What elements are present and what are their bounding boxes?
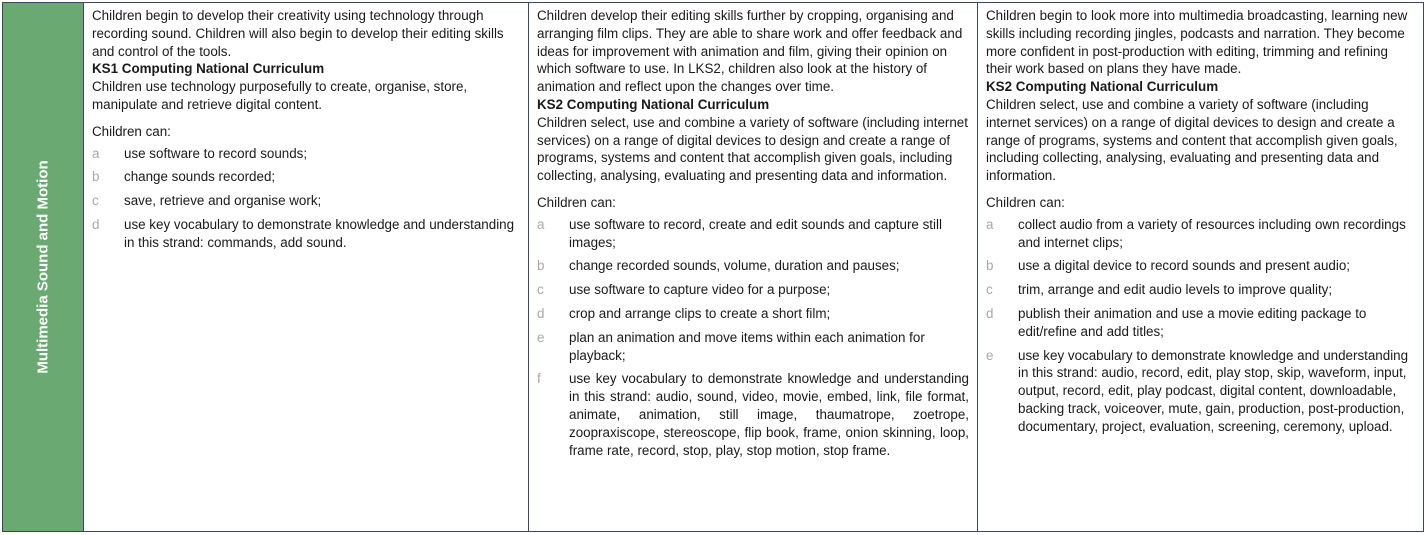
item-letter: a: [537, 216, 545, 232]
item-text: collect audio from a variety of resources including own recordings and internet clips;: [1018, 216, 1406, 250]
stage-column-3: [978, 3, 1423, 531]
children-can-label: Children can:: [537, 194, 616, 210]
item-text: publish their animation and use a movie editing package to edit/refine and add titles;: [1018, 305, 1367, 339]
objectives-list: [92, 145, 520, 252]
item-text: use key vocabulary to demonstrate knowledge and understanding in this strand: audio, record, edit, play stop, skip, waveform, input, output, record, edit, play podcast, digital content, downloadable, backing track, voiceover, mute, gain, production, post-production, documentary, project, evaluation, screening, ceremony, upload.: [1018, 347, 1409, 434]
list-item: [92, 216, 520, 252]
list-item: [92, 145, 520, 163]
item-text: use key vocabulary to demonstrate knowledge and understanding in this strand: audio, sound, video, movie, embed, link, file format, animate, animation, still image, thaumatrope, zoetrope, zoopraxiscope, stereoscope, flip book, frame, onion skinning, loop, frame rate, record, stop, play, stop motion, stop frame.: [569, 371, 969, 458]
item-letter: e: [986, 347, 994, 363]
item-letter: e: [537, 329, 545, 345]
objectives-list: [537, 216, 969, 460]
item-letter: c: [92, 193, 99, 209]
list-item: [537, 257, 969, 275]
children-can-label: Children can:: [986, 194, 1065, 210]
stage-column-2: [529, 3, 978, 531]
item-letter: a: [92, 145, 100, 161]
list-item: [986, 216, 1415, 252]
list-item: [537, 216, 969, 252]
item-text: save, retrieve and organise work;: [124, 193, 322, 209]
item-text: change recorded sounds, volume, duration and pauses;: [569, 258, 900, 274]
item-text: use software to record sounds;: [124, 145, 308, 161]
item-letter: b: [537, 258, 545, 274]
item-letter: d: [986, 305, 994, 321]
children-can-label: Children can:: [92, 123, 171, 139]
item-text: use software to capture video for a purpose;: [569, 282, 831, 298]
list-item: [537, 305, 969, 323]
item-text: trim, arrange and edit audio levels to improve quality;: [1018, 282, 1333, 298]
strand-cell: [3, 3, 84, 531]
item-letter: b: [986, 258, 994, 274]
strand-label: Multimedia Sound and Motion: [34, 160, 52, 374]
item-text: use software to record, create and edit sounds and capture still images;: [569, 216, 942, 250]
column-intro: Children begin to look more into multimedia broadcasting, learning new skills including recording jingles, podcasts and narration. They become more confident in post-production with editing, trimming and refining their work based on plans they have made.: [986, 8, 1408, 77]
curriculum-text: Children select, use and combine a variety of software (including internet services) on a range of digital devices to design and create a range of programs, systems and content that accomplish given goals, including collecting, analysing, evaluating and presenting data and information.: [986, 96, 1398, 184]
list-item: [92, 168, 520, 186]
list-item: [92, 192, 520, 210]
list-item: [537, 329, 969, 365]
item-text: plan an animation and move items within each animation for playback;: [569, 329, 925, 363]
item-letter: c: [537, 282, 544, 298]
list-item: [986, 305, 1415, 341]
list-item: [537, 370, 969, 459]
objectives-list: [986, 216, 1415, 436]
item-letter: a: [986, 216, 994, 232]
list-item: [537, 281, 969, 299]
stage-column-1: [84, 3, 529, 531]
item-letter: c: [986, 282, 993, 298]
item-text: crop and arrange clips to create a short film;: [569, 305, 831, 321]
curriculum-heading: KS2 Computing National Curriculum: [986, 79, 1219, 95]
curriculum-text: Children use technology purposefully to create, organise, store, manipulate and retrieve digital content.: [92, 79, 468, 112]
curriculum-heading: KS1 Computing National Curriculum: [92, 61, 325, 77]
item-letter: b: [92, 169, 100, 185]
item-text: use a digital device to record sounds and present audio;: [1018, 258, 1351, 274]
curriculum-table: [2, 2, 1424, 532]
column-intro: Children develop their editing skills further by cropping, organising and arranging film clips. They are able to share work and offer feedback and ideas for improvement with animation and film, giving their opinion on which software to use. In LKS2, children also look at the history of animation and reflect upon the changes over time.: [537, 8, 963, 95]
list-item: [986, 347, 1415, 436]
item-letter: f: [537, 371, 541, 387]
curriculum-heading: KS2 Computing National Curriculum: [537, 96, 770, 112]
item-letter: d: [537, 305, 545, 321]
list-item: [986, 257, 1415, 275]
curriculum-text: Children select, use and combine a variety of software (including internet services) on a range of digital devices to design and create a range of programs, systems and content that accomplish given goals, including collecting, analysing, evaluating and presenting data and information.: [537, 114, 968, 184]
item-text: use key vocabulary to demonstrate knowledge and understanding in this strand: commands, add sound.: [124, 216, 515, 250]
list-item: [986, 281, 1415, 299]
column-intro: Children begin to develop their creativity using technology through recording sound. Children will also begin to develop their editing skills and control of the tools.: [92, 8, 504, 59]
item-letter: d: [92, 216, 100, 232]
item-text: change sounds recorded;: [124, 169, 276, 185]
